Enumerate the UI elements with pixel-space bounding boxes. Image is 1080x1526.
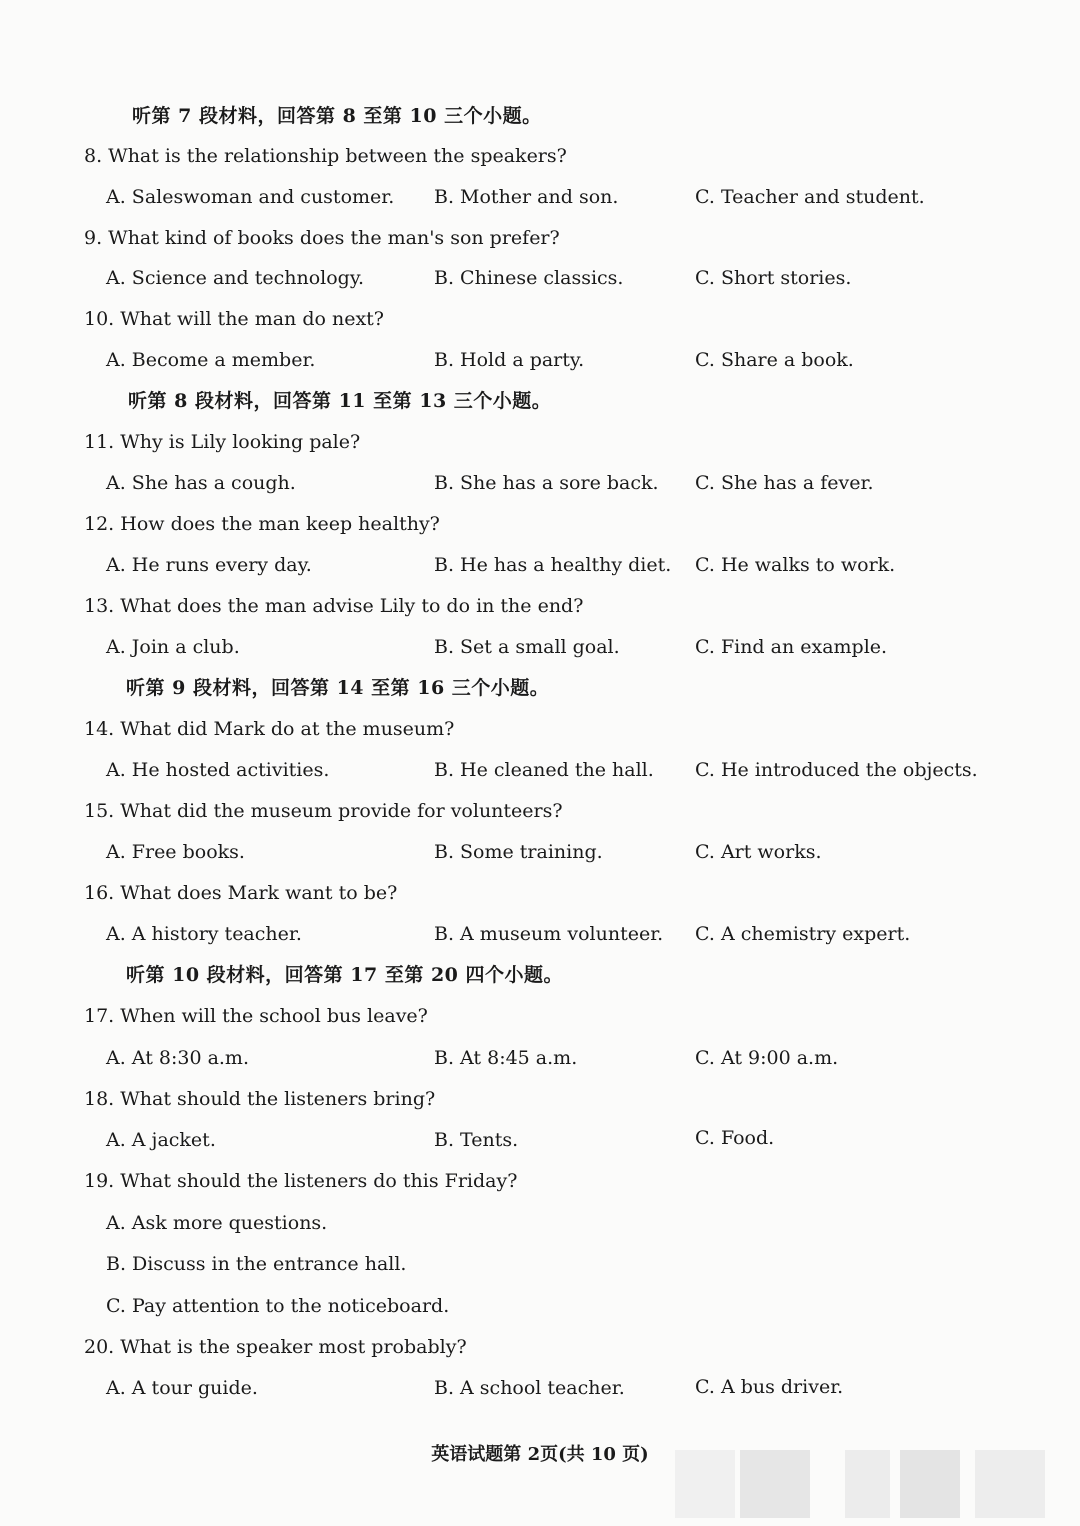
question-16: 16. What does Mark want to be? [84,882,398,904]
option-c: C. Find an example. [695,636,888,658]
option-b: B. Set a small goal. [434,636,620,658]
mosaic-block [740,1450,810,1518]
option-b: B. Discuss in the entrance hall. [106,1253,407,1275]
question-13: 13. What does the man advise Lily to do in the end? [84,595,584,617]
option-c: C. Share a book. [695,349,854,371]
page-footer: 英语试题第 2页(共 10 页) [431,1444,649,1465]
option-b: B. Hold a party. [434,349,585,371]
option-c: C. A chemistry expert. [695,923,911,945]
section-header: 听第 9 段材料，回答第 14 至第 16 三个小题。 [126,677,550,699]
option-a: A. At 8:30 a.m. [106,1047,249,1069]
question-19: 19. What should the listeners do this Friday? [84,1170,518,1192]
option-b: B. Tents. [434,1129,519,1151]
option-c: C. Art works. [695,841,822,863]
option-b: B. She has a sore back. [434,472,659,494]
option-b: B. A school teacher. [434,1377,625,1399]
question-18: 18. What should the listeners bring? [84,1088,436,1110]
option-a: A. A tour guide. [106,1377,258,1399]
option-a: A. Saleswoman and customer. [106,186,395,208]
option-a: A. He runs every day. [106,554,312,576]
option-b: B. A museum volunteer. [434,923,664,945]
option-c: C. Pay attention to the noticeboard. [106,1295,450,1317]
mosaic-block [975,1450,1045,1518]
section-header: 听第 8 段材料，回答第 11 至第 13 三个小题。 [128,390,552,412]
question-20: 20. What is the speaker most probably? [84,1336,467,1358]
option-c: C. Food. [695,1127,775,1149]
option-a: A. Join a club. [106,636,240,658]
section-header: 听第 7 段材料，回答第 8 至第 10 三个小题。 [132,105,542,127]
option-c: C. He walks to work. [695,554,896,576]
question-9: 9. What kind of books does the man's son prefer? [84,227,560,249]
section-header: 听第 10 段材料，回答第 17 至第 20 四个小题。 [126,964,564,986]
option-c: C. Short stories. [695,267,852,289]
option-b: B. Mother and son. [434,186,619,208]
option-c: C. She has a fever. [695,472,874,494]
option-a: A. A jacket. [106,1129,216,1151]
option-a: A. She has a cough. [106,472,296,494]
option-c: C. A bus driver. [695,1376,844,1398]
question-11: 11. Why is Lily looking pale? [84,431,361,453]
mosaic-block [900,1450,960,1518]
question-12: 12. How does the man keep healthy? [84,513,440,535]
option-a: A. Science and technology. [106,267,365,289]
option-a: A. Ask more questions. [106,1212,328,1234]
option-b: B. Some training. [434,841,603,863]
option-a: A. He hosted activities. [106,759,330,781]
option-b: B. At 8:45 a.m. [434,1047,578,1069]
mosaic-block [675,1450,735,1518]
question-14: 14. What did Mark do at the museum? [84,718,455,740]
mosaic-block [845,1450,890,1518]
question-15: 15. What did the museum provide for volunteers? [84,800,563,822]
option-c: C. Teacher and student. [695,186,925,208]
question-8: 8. What is the relationship between the speakers? [84,145,567,167]
question-17: 17. When will the school bus leave? [84,1005,428,1027]
option-c: C. He introduced the objects. [695,759,978,781]
question-10: 10. What will the man do next? [84,308,384,330]
option-a: A. A history teacher. [106,923,302,945]
option-b: B. He has a healthy diet. [434,554,672,576]
option-b: B. He cleaned the hall. [434,759,654,781]
option-a: A. Become a member. [106,349,316,371]
option-a: A. Free books. [106,841,245,863]
option-b: B. Chinese classics. [434,267,624,289]
option-c: C. At 9:00 a.m. [695,1047,839,1069]
